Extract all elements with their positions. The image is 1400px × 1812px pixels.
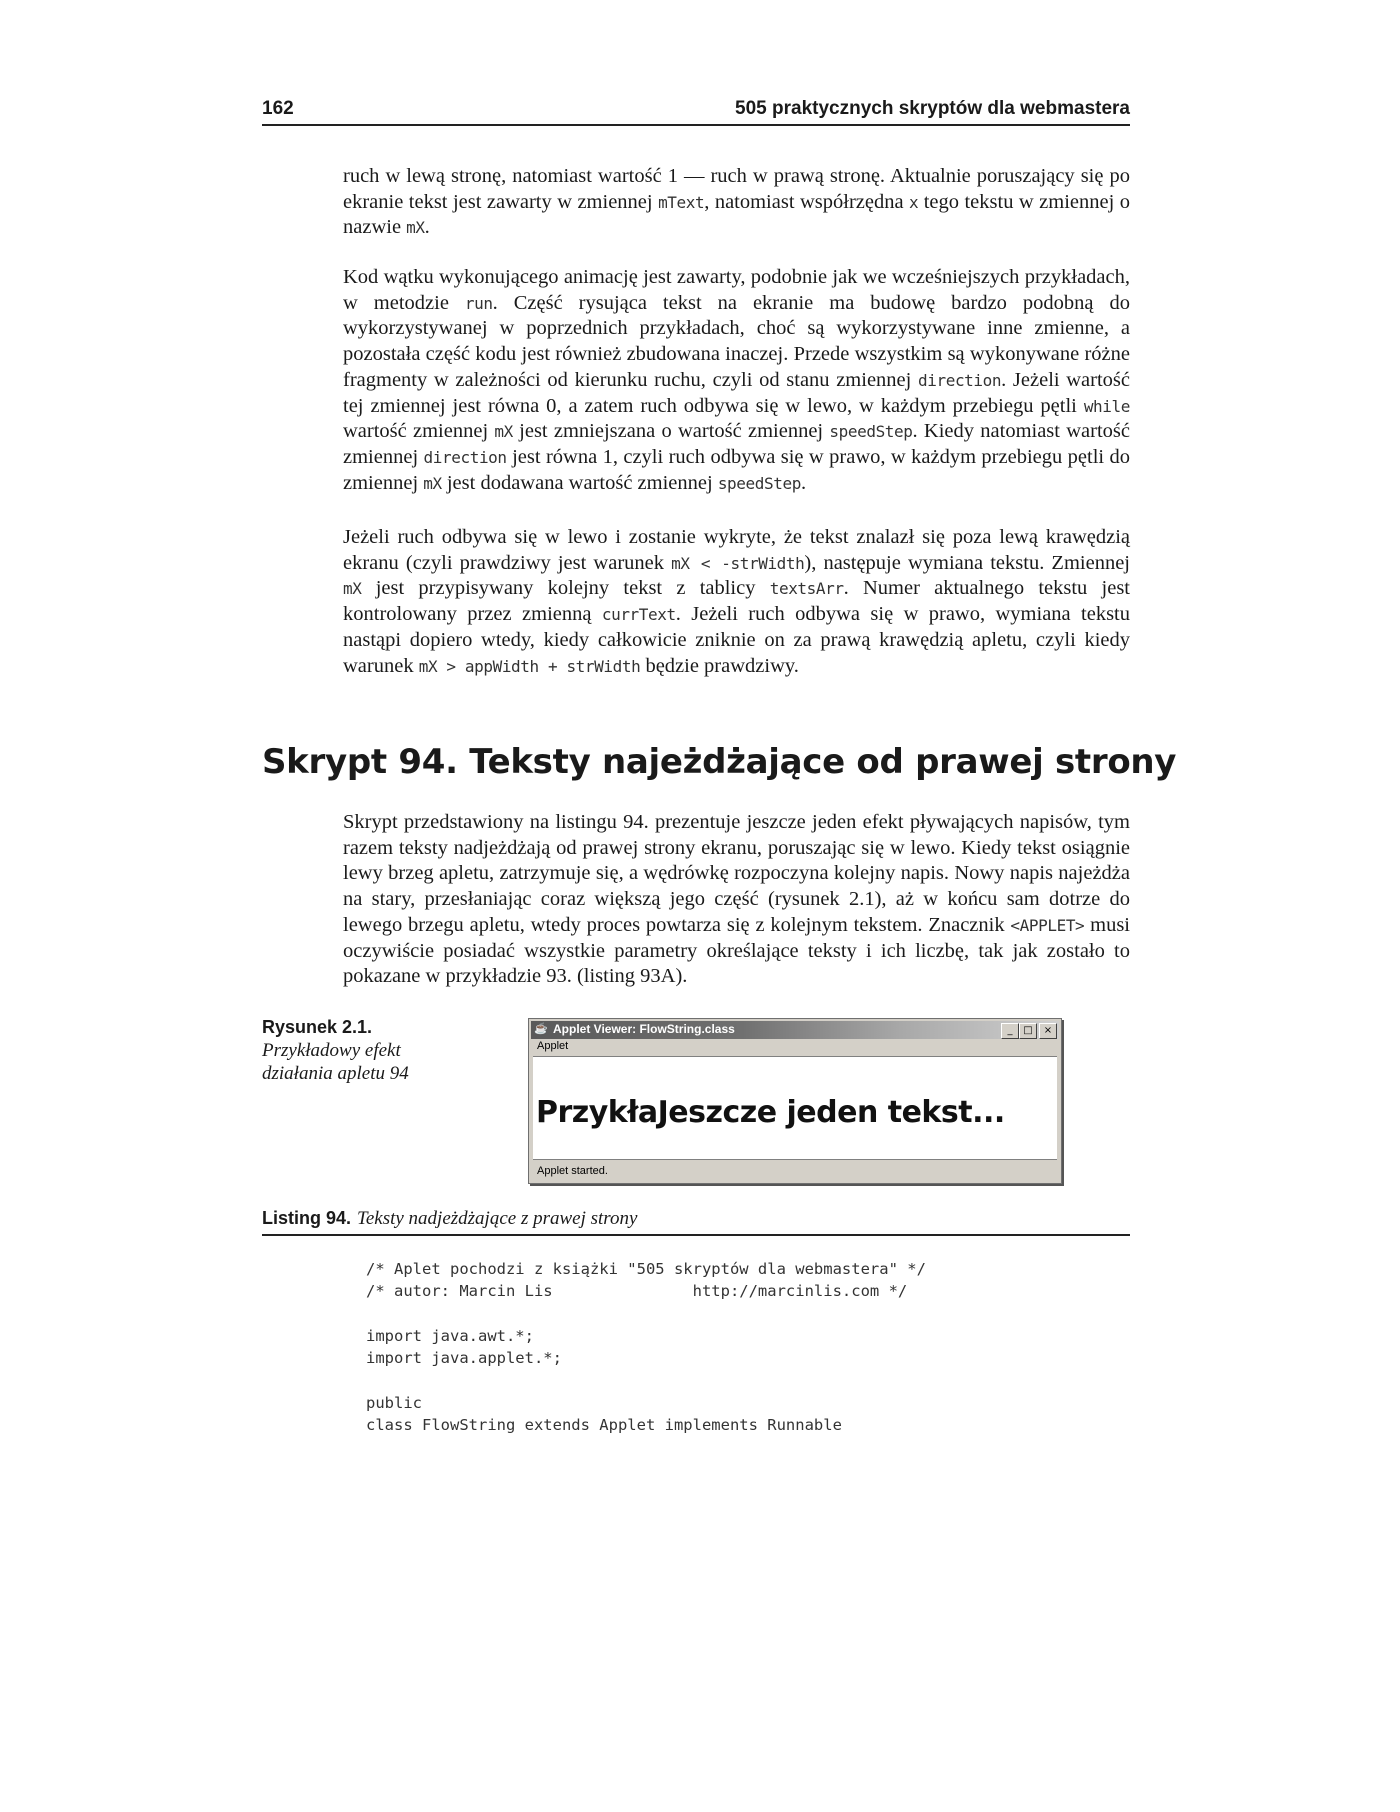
code-term: x bbox=[909, 192, 919, 212]
java-cup-icon: ☕ bbox=[534, 1023, 548, 1035]
listing-label: Listing 94. bbox=[262, 1208, 352, 1228]
code-term: mX bbox=[406, 218, 425, 238]
running-head bbox=[262, 98, 1130, 126]
text-run: . Jeżeli ruch odbywa się w prawo, wymiana tekstu nastąpi dopiero wtedy, kiedy całkowicie zniknie on za prawą krawędzią apletu, czyli kiedy warunek bbox=[343, 603, 1130, 677]
text-run: ), następuje wymiana tekstu. Zmiennej bbox=[804, 551, 1130, 574]
applet-viewer-window bbox=[528, 1018, 1062, 1184]
listing-caption bbox=[262, 1208, 1130, 1236]
code-term: run bbox=[464, 293, 493, 313]
window-titlebar bbox=[531, 1021, 1059, 1039]
code-term: mText bbox=[658, 192, 705, 212]
minimize-button[interactable]: _ bbox=[1001, 1023, 1019, 1039]
close-button[interactable]: × bbox=[1039, 1023, 1057, 1039]
code-term: textsArr bbox=[769, 579, 844, 599]
applet-canvas bbox=[533, 1056, 1057, 1160]
text-run: jest dodawana wartość zmiennej bbox=[441, 471, 718, 494]
section-heading: Skrypt 94. Teksty najeżdżające od prawej strony bbox=[262, 742, 1177, 782]
applet-menu[interactable]: Applet bbox=[537, 1040, 569, 1052]
text-run: . Jeżeli wartość tej zmiennej jest równa 0, a zatem ruch odbywa się w lewo, w każdym przebiegu pętli bbox=[343, 368, 1131, 417]
book-title: 505 praktycznych skryptów dla webmastera bbox=[735, 98, 1130, 119]
code-term: currText bbox=[601, 605, 676, 625]
listing-title: Teksty nadjeżdżające z prawej strony bbox=[357, 1208, 638, 1229]
paragraph-1 bbox=[343, 164, 1130, 241]
maximize-button[interactable]: □ bbox=[1019, 1023, 1037, 1039]
code-term: mX bbox=[423, 473, 442, 493]
text-run: musi oczywiście posiadać wszystkie parametry określające teksty i ich liczbę, tak jak zostało to pokazane w przykładzie 93. (listing 93A). bbox=[343, 913, 1130, 988]
code-term: <APPLET> bbox=[1010, 915, 1085, 935]
text-run: Skrypt przedstawiony na listingu 94. prezentuje jeszcze jeden efekt pływających napisów, tym razem teksty nadjeżdżają od prawej strony ekranu, poruszając się w lewo. Kiedy tekst osiągnie lewy brzeg apletu, zatrzymuje się, a wędrówkę rozpoczyna kolejny napis. Nowy napis najeżdża na stary, przesłaniając coraz większą jego część (rysunek 2.1), aż w końcu sam dotrze do lewego brzegu apletu, wtedy proces powtarza się z kolejnym tekstem. Znacznik bbox=[343, 811, 1130, 936]
code-term: mX < -strWidth bbox=[671, 553, 805, 573]
code-term: mX > appWidth + strWidth bbox=[418, 656, 641, 676]
text-run: . bbox=[424, 216, 430, 239]
page-number: 162 bbox=[262, 98, 294, 119]
figure-label: Rysunek 2.1. bbox=[262, 1017, 373, 1037]
applet-status: Applet started. bbox=[537, 1165, 608, 1177]
text-run: . Numer aktualnego tekstu jest kontrolowany przez zmienną bbox=[343, 577, 1130, 626]
figure-caption bbox=[262, 1016, 452, 1085]
window-title: Applet Viewer: FlowString.class bbox=[553, 1022, 735, 1036]
code-term: mX bbox=[343, 579, 362, 599]
code-term: while bbox=[1083, 396, 1130, 416]
code-term: direction bbox=[423, 447, 507, 467]
text-run: jest zmniejszana o wartość zmiennej bbox=[512, 420, 830, 443]
text-run: wartość zmiennej bbox=[343, 420, 495, 443]
text-run: . Kiedy natomiast wartość zmiennej bbox=[343, 420, 1130, 468]
paragraph-2 bbox=[343, 265, 1130, 496]
code-listing: /* Aplet pochodzi z książki "505 skryptów dla webmastera" */ /* autor: Marcin Lis http://marcinlis.com */ import java.awt.*; import java.applet.*; public class FlowString extends Applet implements Runnable bbox=[366, 1260, 926, 1435]
text-run: . bbox=[800, 471, 807, 494]
paragraph-4 bbox=[343, 810, 1130, 990]
figure-caption-text: Przykładowy efekt działania apletu 94 bbox=[262, 1040, 409, 1084]
text-run: jest równa 1, czyli ruch odbywa się w prawo, w każdym przebiegu pętli do zmiennej bbox=[343, 445, 1130, 494]
text-run: . Część rysująca tekst na ekranie ma budowę bardzo podobną do wykorzystywanej w poprzednich przykładach, choć są wykorzystywane inne zmienne, a pozostała część kodu jest również zbudowana inaczej. Przede wszystkim są wykonywane różne fragmenty w zależności od kierunku ruchu, czyli od stanu zmiennej bbox=[343, 291, 1130, 391]
text-run: ruch w lewą stronę, natomiast wartość 1 — ruch w prawą stronę. Aktualnie poruszający się po ekranie tekst jest zawarty w zmiennej bbox=[343, 165, 1130, 213]
code-term: mX bbox=[494, 422, 513, 442]
text-run: będzie prawdziwy. bbox=[640, 654, 799, 677]
text-run: jest przypisywany kolejny tekst z tablicy bbox=[361, 577, 770, 600]
text-run: Jeżeli ruch odbywa się w lewo i zostanie wykryte, że tekst znalazł się poza lewą krawędzią ekranu (czyli prawdziwy jest warunek bbox=[343, 526, 1130, 574]
text-run: , natomiast współrzędna bbox=[704, 190, 910, 213]
code-term: direction bbox=[918, 370, 1002, 390]
code-term: speedStep bbox=[717, 473, 801, 493]
applet-scrolling-text: PrzykłaJeszcze jeden tekst... bbox=[536, 1095, 1005, 1130]
paragraph-3 bbox=[343, 525, 1130, 679]
text-run: tego tekstu w zmiennej o nazwie bbox=[343, 190, 1131, 239]
text-run: Kod wątku wykonującego animację jest zawarty, podobnie jak we wcześniejszych przykładach, w metodzie bbox=[343, 266, 1130, 314]
code-term: speedStep bbox=[829, 422, 913, 442]
